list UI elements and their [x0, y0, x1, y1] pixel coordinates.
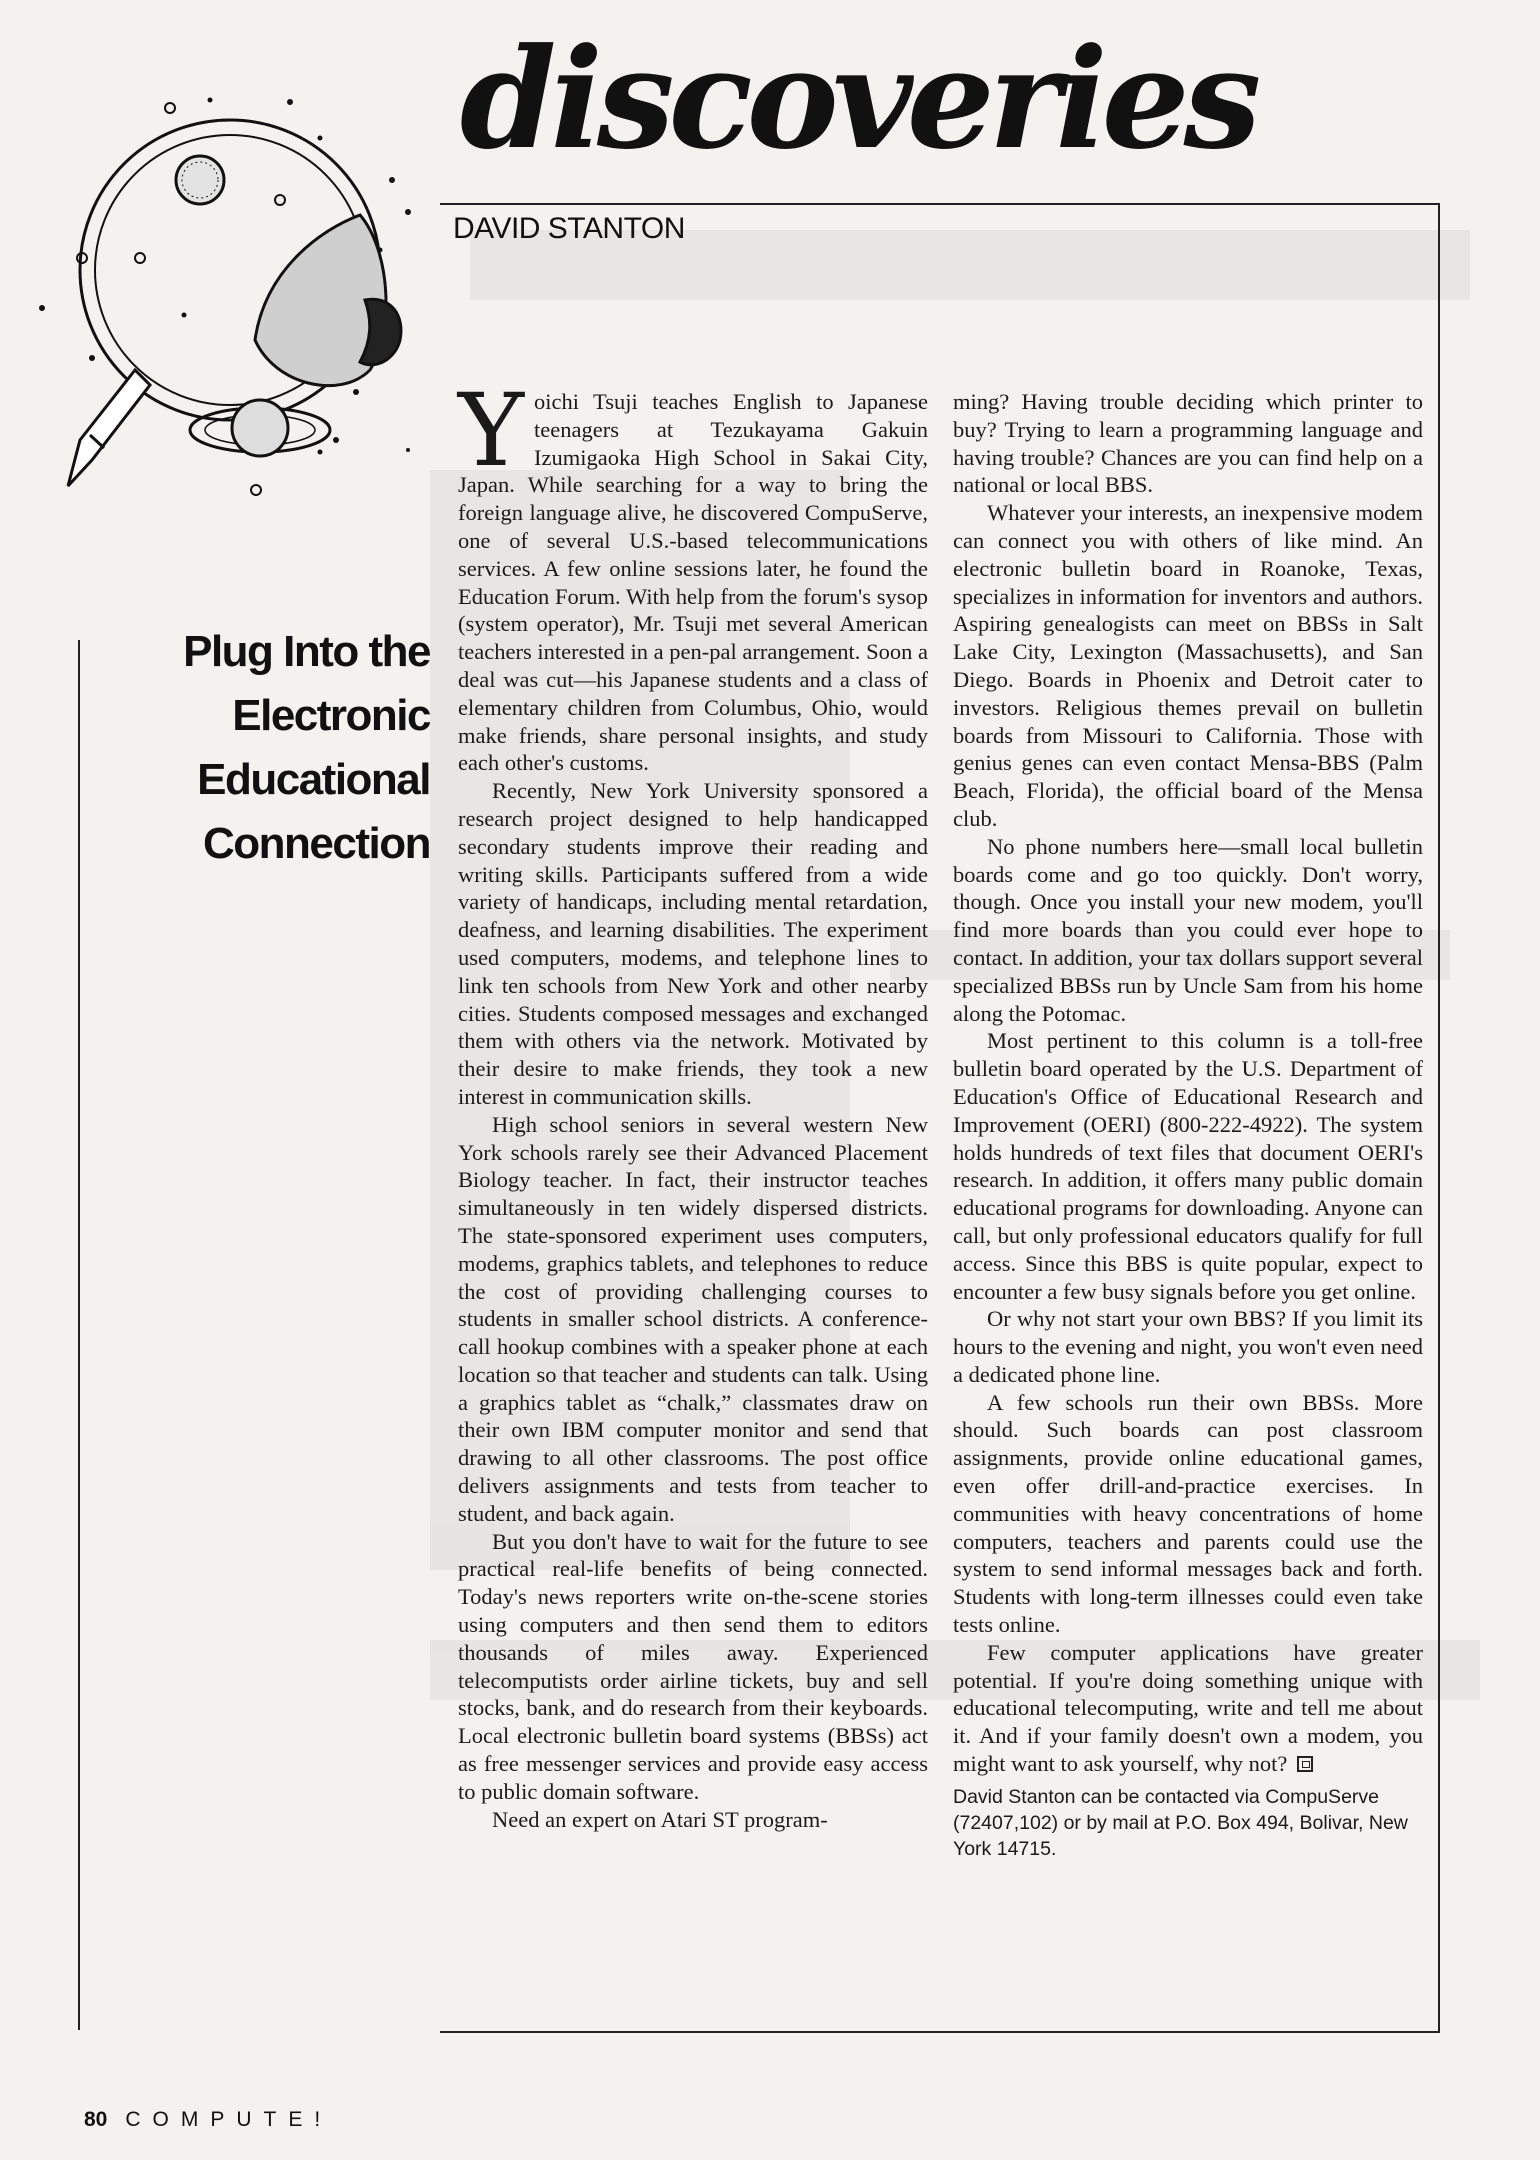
magnifying-glass-illustration [20, 40, 450, 510]
article-paragraph: Most pertinent to this column is a toll-free bulletin board operated by the U.S. Department of Education's Office of Educational Research and Improvement (OERI) (800-222-4922). The system holds hundreds of text files that document OERI's research. In addition, it offers many public domain educational programs for downloading. Anyone can call, but only professional educators qualify for full access. Since this BBS is quite popular, expect to encounter a few busy signals before you get online. [953, 1028, 1423, 1304]
author-byline: DAVID STANTON [453, 212, 685, 245]
article-paragraph: But you don't have to wait for the future to see practical real-life benefits of being connected. Today's news reporters write on-the-scene stories using computers and then send them to editors thousands of miles away. Experienced telecomputists order airline tickets, buy and sell stocks, bank, and do research from their keyboards. Local electronic bulletin board systems (BBSs) act as free messenger services and provide easy access to public domain software. [458, 1528, 928, 1804]
section-title: discoveries [460, 17, 1256, 180]
end-of-article-icon [1297, 1756, 1313, 1772]
article-paragraph: ming? Having trouble deciding which printer to buy? Trying to learn a programming language and having trouble? Chances are you can find help on a national or local BBS. [953, 389, 1423, 498]
headline-line: Educational [197, 755, 430, 804]
frame-rule-left [78, 640, 80, 2030]
frame-rule-right [1438, 203, 1440, 2033]
page-number: 80 [84, 2108, 108, 2131]
headline-line: Electronic [232, 691, 430, 740]
article-paragraph: A few schools run their own BBSs. More should. Such boards can post classroom assignments, provide online educational games, even offer drill-and-practice exercises. In communities with heavy concentrations of home computers, teachers and parents could use the system to send informal messages back and forth. Students with long-term illnesses could even take tests online. [953, 1389, 1423, 1638]
page-footer [84, 2108, 332, 2132]
article-headline [90, 620, 430, 876]
headline-line: Plug Into the [183, 627, 430, 676]
article-paragraph: No phone numbers here—small local bulletin boards come and go too quickly. Don't worry, though. Once you install your new modem, you'll find more boards than you could ever hope to contact. In addition, your tax dollars support several specialized BBSs run by Uncle Sam from his home along the Potomac. [953, 833, 1423, 1026]
drop-cap: Y [458, 372, 525, 489]
article-column-1 [458, 372, 928, 1833]
frame-rule-bottom [440, 2031, 1440, 2033]
article-paragraph: Whatever your interests, an inexpensive modem can connect you with others of like mind. An electronic bulletin board in Roanoke, Texas, specializes in information for inventors and authors. Aspiring genealogists can meet on BBSs in Salt Lake City, Lexington (Massachusetts), and San Diego. Boards in Phoenix and Detroit cater to investors. Religious themes prevail on bulletin boards from Missouri to California. Those with genius genes can even contact Mensa-BBS (Palm Beach, Florida), the official board of the Mensa club. [953, 500, 1423, 831]
article-paragraph: Need an expert on Atari ST program- [492, 1806, 828, 1832]
magazine-name: COMPUTE! [125, 2108, 333, 2131]
article-paragraph [953, 1639, 1423, 1778]
headline-line: Connection [203, 819, 430, 868]
paragraph-text: oichi Tsuji teaches English to Japanese teenagers at Tezukayama Gakuin Izumigaoka High School in Sakai City, Japan. While searching for a way to bring the foreign language alive, he discovered CompuServe, one of several U.S.-based telecommunications services. A few online sessions later, he found the Education Forum. With help from the forum's sysop (system operator), Mr. Tsuji met several American teachers interested in a pen-pal arrangement. Soon a deal was cut—his Japanese students and a class of elementary children from Columbus, Ohio, would make friends, share personal insights, and study each other's customs. [458, 389, 928, 776]
frame-rule-top [440, 203, 1440, 205]
author-bio: David Stanton can be contacted via CompuServe (72407,102) or by mail at P.O. Box 494, Bolivar, New York 14715. [953, 1785, 1408, 1860]
article-paragraph: Or why not start your own BBS? If you limit its hours to the evening and night, you won't even need a dedicated phone line. [953, 1306, 1423, 1387]
article-column-2 [953, 388, 1423, 1862]
article-paragraph: High school seniors in several western New York schools rarely see their Advanced Placement Biology teacher. In fact, their instructor teaches simultaneously in ten widely dispersed districts. The state-sponsored experiment uses computers, modems, graphics tablets, and telephones to reduce the cost of providing challenging courses to students in smaller school districts. A conference-call hookup combines with a speaker phone at each location so that teacher and students can talk. Using a graphics tablet as “chalk,” classmates draw on their own IBM computer monitor and send that drawing to all other classrooms. The post office delivers assignments and tests from teacher to student, and back again. [458, 1111, 928, 1526]
article-paragraph: Recently, New York University sponsored a research project designed to help handicapped secondary students improve their reading and writing skills. Participants suffered from a wide variety of handicaps, including mental retardation, deafness, and learning disabilities. The experiment used computers, modems, and telephone lines to link ten schools from New York and other nearby cities. Students composed messages and exchanged them with others via the network. Motivated by their desire to make friends, they took a new interest in communication skills. [458, 778, 928, 1109]
paragraph-text: Few computer applications have greater potential. If you're doing something unique with educational telecomputing, write and tell me about it. And if your family doesn't own a modem, you might want to ask yourself, why not? [953, 1639, 1423, 1777]
article-paragraph [458, 372, 928, 777]
